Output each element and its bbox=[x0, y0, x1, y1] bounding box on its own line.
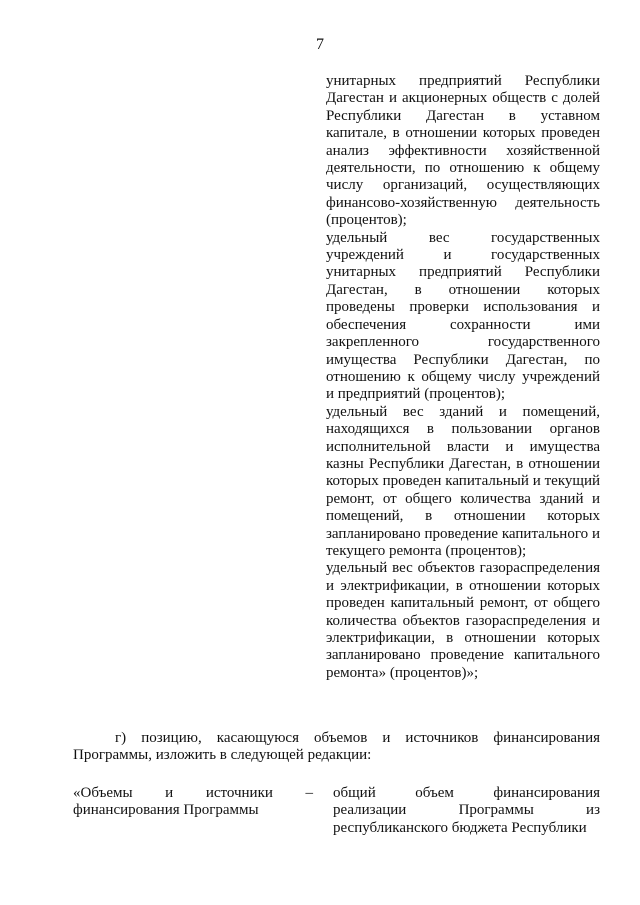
indicator-paragraph: удельный вес государственных учреждений и государственных унитарных предприятий Республики Дагестан, в отношении которых проведены проверки использования и обеспечения сохранности ими закрепленного государственного имущества Республики Дагестан, по отношению к общему числу учреждений и предприятий (процентов); bbox=[326, 229, 600, 403]
right-column-text bbox=[326, 73, 600, 682]
indicator-paragraph: удельный вес зданий и помещений, находящихся в пользовании органов исполнительной власти и имущества казны Республики Дагестан, в отношении которых проведен капитальный и текущий ремонт, от общего количества зданий и помещений, в отношении которых запланировано проведение капитального и текущего ремонта (процентов); bbox=[326, 403, 600, 559]
indicator-paragraph: унитарных предприятий Республики Дагестан и акционерных обществ с долей Республики Дагестан в уставном капитале, в отношении которых проведен анализ эффективности хозяйственной деятельности, по отношению к общему числу организаций, осуществляющих финансово-хозяйственную деятельность (процентов); bbox=[326, 73, 600, 229]
table-row-label: «Объемы и источники – финансирования Программы bbox=[73, 785, 313, 819]
indicator-paragraph: удельный вес объектов газораспределения и электрификации, в отношении которых проведен капитальный ремонт, от общего количества объектов газораспределения и электрификации, в отношении которых запланировано проведение капитального ремонта» (процентов)»; bbox=[326, 560, 600, 681]
page-number: 7 bbox=[316, 36, 324, 53]
paragraph-g: г) позицию, касающуюся объемов и источников финансирования Программы, изложить в следующей редакции: bbox=[73, 730, 600, 764]
table-row-value: общий объем финансирования реализации Программы из республиканского бюджета Республики bbox=[333, 785, 600, 836]
